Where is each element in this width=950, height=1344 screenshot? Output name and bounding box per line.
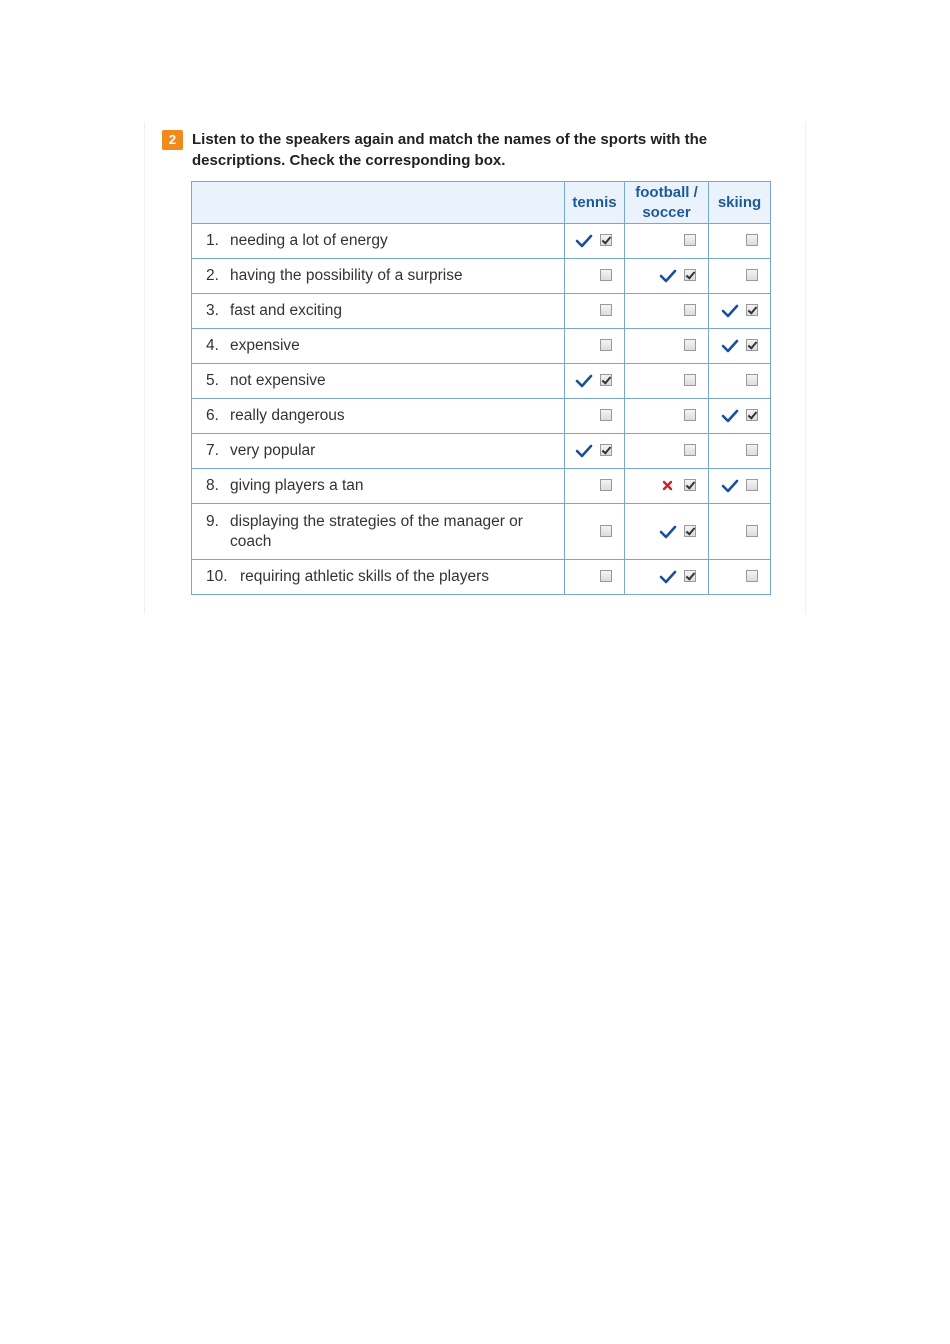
table-row <box>192 560 771 595</box>
answer-checkbox[interactable] <box>684 444 696 456</box>
answer-cell-football-soccer <box>625 329 709 364</box>
answer-checkbox[interactable] <box>746 570 758 582</box>
answer-cell-football-soccer <box>625 259 709 294</box>
check-mark-icon <box>721 406 739 426</box>
answer-cell-skiing <box>709 560 771 595</box>
answer-cell-skiing <box>709 434 771 469</box>
description-cell <box>192 259 565 294</box>
answer-checkbox[interactable] <box>746 269 758 281</box>
item-number: 7. <box>206 442 219 459</box>
answer-checkbox[interactable] <box>600 570 612 582</box>
item-number: 1. <box>206 232 219 249</box>
answer-cell-football-soccer <box>625 560 709 595</box>
answer-cell-skiing <box>709 224 771 259</box>
description-cell <box>192 504 565 560</box>
answer-cell-tennis <box>565 504 625 560</box>
item-description: expensive <box>230 337 300 354</box>
answer-checkbox[interactable] <box>684 304 696 316</box>
answer-checkbox[interactable] <box>684 234 696 246</box>
table-row <box>192 469 771 504</box>
answer-checkbox[interactable] <box>684 570 696 582</box>
check-mark-icon <box>575 441 593 461</box>
answer-checkbox[interactable] <box>684 374 696 386</box>
answer-checkbox[interactable] <box>684 339 696 351</box>
item-description: not expensive <box>230 372 326 389</box>
answer-checkbox[interactable] <box>746 304 758 316</box>
answer-cell-football-soccer <box>625 224 709 259</box>
table-row <box>192 259 771 294</box>
answer-checkbox[interactable] <box>600 269 612 281</box>
item-description: very popular <box>230 442 316 459</box>
item-description: needing a lot of energy <box>230 232 388 249</box>
answer-cell-skiing <box>709 469 771 504</box>
answer-cell-tennis <box>565 294 625 329</box>
answer-cell-tennis <box>565 469 625 504</box>
check-mark-icon <box>721 301 739 321</box>
answer-checkbox[interactable] <box>600 374 612 386</box>
answer-checkbox[interactable] <box>600 234 612 246</box>
answer-cell-skiing <box>709 294 771 329</box>
answer-cell-tennis <box>565 399 625 434</box>
answer-checkbox[interactable] <box>600 304 612 316</box>
answer-cell-football-soccer <box>625 399 709 434</box>
answer-checkbox[interactable] <box>746 339 758 351</box>
answer-cell-tennis <box>565 329 625 364</box>
item-number: 3. <box>206 302 219 319</box>
check-mark-icon <box>575 231 593 251</box>
check-mark-icon <box>659 567 677 587</box>
answer-checkbox[interactable] <box>600 479 612 491</box>
answer-cell-football-soccer <box>625 434 709 469</box>
description-cell <box>192 329 565 364</box>
header-football-soccer: football / soccer <box>625 182 709 224</box>
header-description <box>192 182 565 224</box>
check-mark-icon <box>575 371 593 391</box>
answer-cell-tennis <box>565 364 625 399</box>
instruction-text: Listen to the speakers again and match the names of the sports with the descriptions. Check the corresponding box. <box>192 131 708 169</box>
item-number: 5. <box>206 372 219 389</box>
description-cell <box>192 294 565 329</box>
answer-checkbox[interactable] <box>746 525 758 537</box>
header-tennis: tennis <box>565 182 625 224</box>
description-cell <box>192 434 565 469</box>
check-mark-icon <box>659 522 677 542</box>
item-description: having the possibility of a surprise <box>230 267 463 284</box>
answer-checkbox[interactable] <box>746 409 758 421</box>
answer-checkbox[interactable] <box>684 409 696 421</box>
table-row <box>192 434 771 469</box>
answer-cell-skiing <box>709 259 771 294</box>
table-row <box>192 294 771 329</box>
answer-cell-football-soccer <box>625 504 709 560</box>
answer-checkbox[interactable] <box>684 525 696 537</box>
item-number: 6. <box>206 407 219 424</box>
answer-cell-tennis <box>565 259 625 294</box>
answer-checkbox[interactable] <box>600 525 612 537</box>
answer-checkbox[interactable] <box>600 339 612 351</box>
table-row <box>192 364 771 399</box>
answer-cell-football-soccer <box>625 294 709 329</box>
answer-cell-skiing <box>709 504 771 560</box>
item-number: 8. <box>206 477 219 494</box>
item-description: displaying the strategies of the manager or coach <box>230 512 523 550</box>
answer-checkbox[interactable] <box>746 479 758 491</box>
table-row <box>192 224 771 259</box>
item-number: 10. <box>206 568 228 585</box>
description-cell <box>192 399 565 434</box>
table-header-row <box>192 182 771 224</box>
table-row <box>192 399 771 434</box>
item-description: really dangerous <box>230 407 345 424</box>
answer-checkbox[interactable] <box>684 269 696 281</box>
answer-cell-skiing <box>709 329 771 364</box>
description-cell <box>192 560 565 595</box>
answer-cell-tennis <box>565 560 625 595</box>
item-description: fast and exciting <box>230 302 343 319</box>
answer-cell-tennis <box>565 434 625 469</box>
answer-checkbox[interactable] <box>600 409 612 421</box>
description-cell <box>192 364 565 399</box>
answer-checkbox[interactable] <box>746 374 758 386</box>
table-row <box>192 504 771 560</box>
item-number: 2. <box>206 267 219 284</box>
answer-cell-skiing <box>709 399 771 434</box>
answer-cell-football-soccer <box>625 364 709 399</box>
answer-cell-skiing <box>709 364 771 399</box>
answer-checkbox[interactable] <box>684 479 696 491</box>
answer-checkbox[interactable] <box>600 444 612 456</box>
check-mark-icon <box>721 336 739 356</box>
answer-cell-football-soccer <box>625 469 709 504</box>
item-description: giving players a tan <box>230 477 364 494</box>
description-cell <box>192 224 565 259</box>
check-mark-icon <box>721 476 739 496</box>
table-row <box>192 329 771 364</box>
cross-mark-icon <box>659 476 677 496</box>
item-number: 9. <box>206 512 219 530</box>
answer-checkbox[interactable] <box>746 234 758 246</box>
item-number: 4. <box>206 337 219 354</box>
check-mark-icon <box>659 266 677 286</box>
header-skiing: skiing <box>709 182 771 224</box>
exercise-number-badge: 2 <box>162 130 183 150</box>
description-cell <box>192 469 565 504</box>
item-description: requiring athletic skills of the players <box>240 568 489 585</box>
answer-checkbox[interactable] <box>746 444 758 456</box>
answer-cell-tennis <box>565 224 625 259</box>
matching-table <box>191 181 771 595</box>
